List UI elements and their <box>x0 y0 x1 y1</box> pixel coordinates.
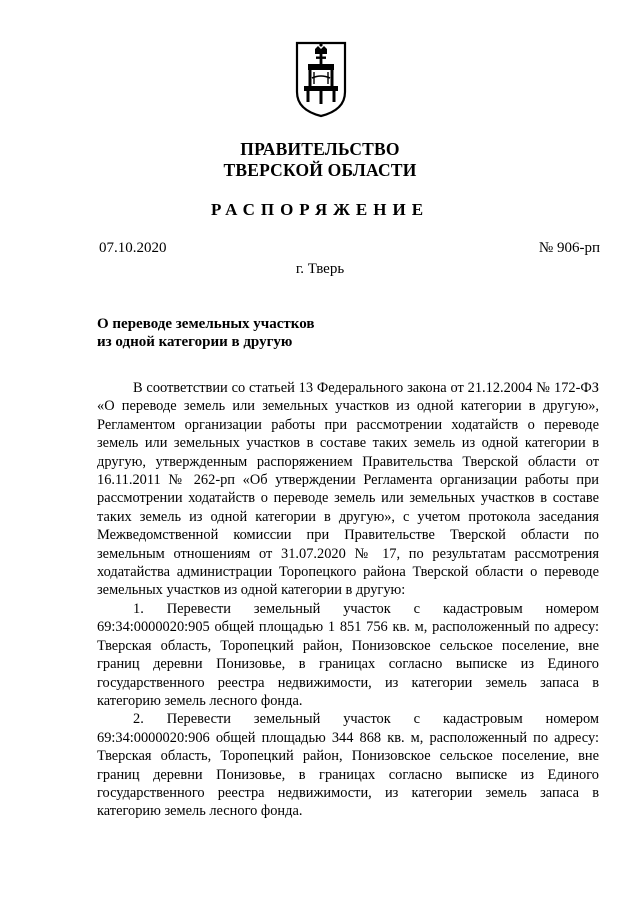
document-body <box>97 379 599 821</box>
subject-line-2: из одной категории в другую <box>97 334 293 350</box>
coat-of-arms-icon <box>294 40 348 118</box>
document-date: 07.10.2020 <box>99 240 167 256</box>
government-title <box>0 139 640 181</box>
document-city: г. Тверь <box>295 261 345 277</box>
org-line-1: ПРАВИТЕЛЬСТВО <box>240 139 400 159</box>
org-line-2: ТВЕРСКОЙ ОБЛАСТИ <box>223 160 417 180</box>
document-type: РАСПОРЯЖЕНИЕ <box>210 200 430 219</box>
subject-line-1: О переводе земельных участков <box>97 316 315 332</box>
body-paragraph-item-1: 1. Перевести земельный участок с кадастровым номером 69:34:0000020:905 общей площадью 1 851 756 кв. м, расположенный по адресу: Тверская область, Торопецкий район, Понизовское сельское поселение, вне границ деревни Понизовье, в границах согласно выписке из Единого государственного реестра недвижимости, из категории земель запаса в категорию земель лесного фонда. <box>97 600 599 709</box>
document-subject <box>97 315 314 351</box>
document-number: № 906-рп <box>538 240 600 256</box>
body-paragraph-preamble: В соответствии со статьей 13 Федерального закона от 21.12.2004 № 172-ФЗ «О переводе земель или земельных участков из одной категории в другую», Регламентом организации работы при рассмотрении ходатайств о переводе земель или земельных участков в составе таких земель из одной категории в другую, утвержденным распоряжением Правительства Тверской области от 16.11.2011 № 262-рп «Об утверждении Регламента организации работы при рассмотрении ходатайств о переводе земель или земельных участков в составе таких земель из одной категории в другую», с учетом протокола заседания Межведомственной комиссии при Правительстве Тверской области по земельным отношениям от 31.07.2020 № 17, по результатам рассмотрения ходатайства администрации Торопецкого района Тверской области о переводе земельных участков из одной категории в другую: <box>97 380 599 599</box>
body-paragraph-item-2: 2. Перевести земельный участок с кадастровым номером 69:34:0000020:906 общей площадью 344 868 кв. м, расположенный по адресу: Тверская область, Торопецкий район, Понизовское сельское поселение, вне границ деревни Понизовье, в границах согласно выписке из Единого государственного реестра недвижимости, из категории земель запаса в категорию земель лесного фонда. <box>97 711 599 820</box>
